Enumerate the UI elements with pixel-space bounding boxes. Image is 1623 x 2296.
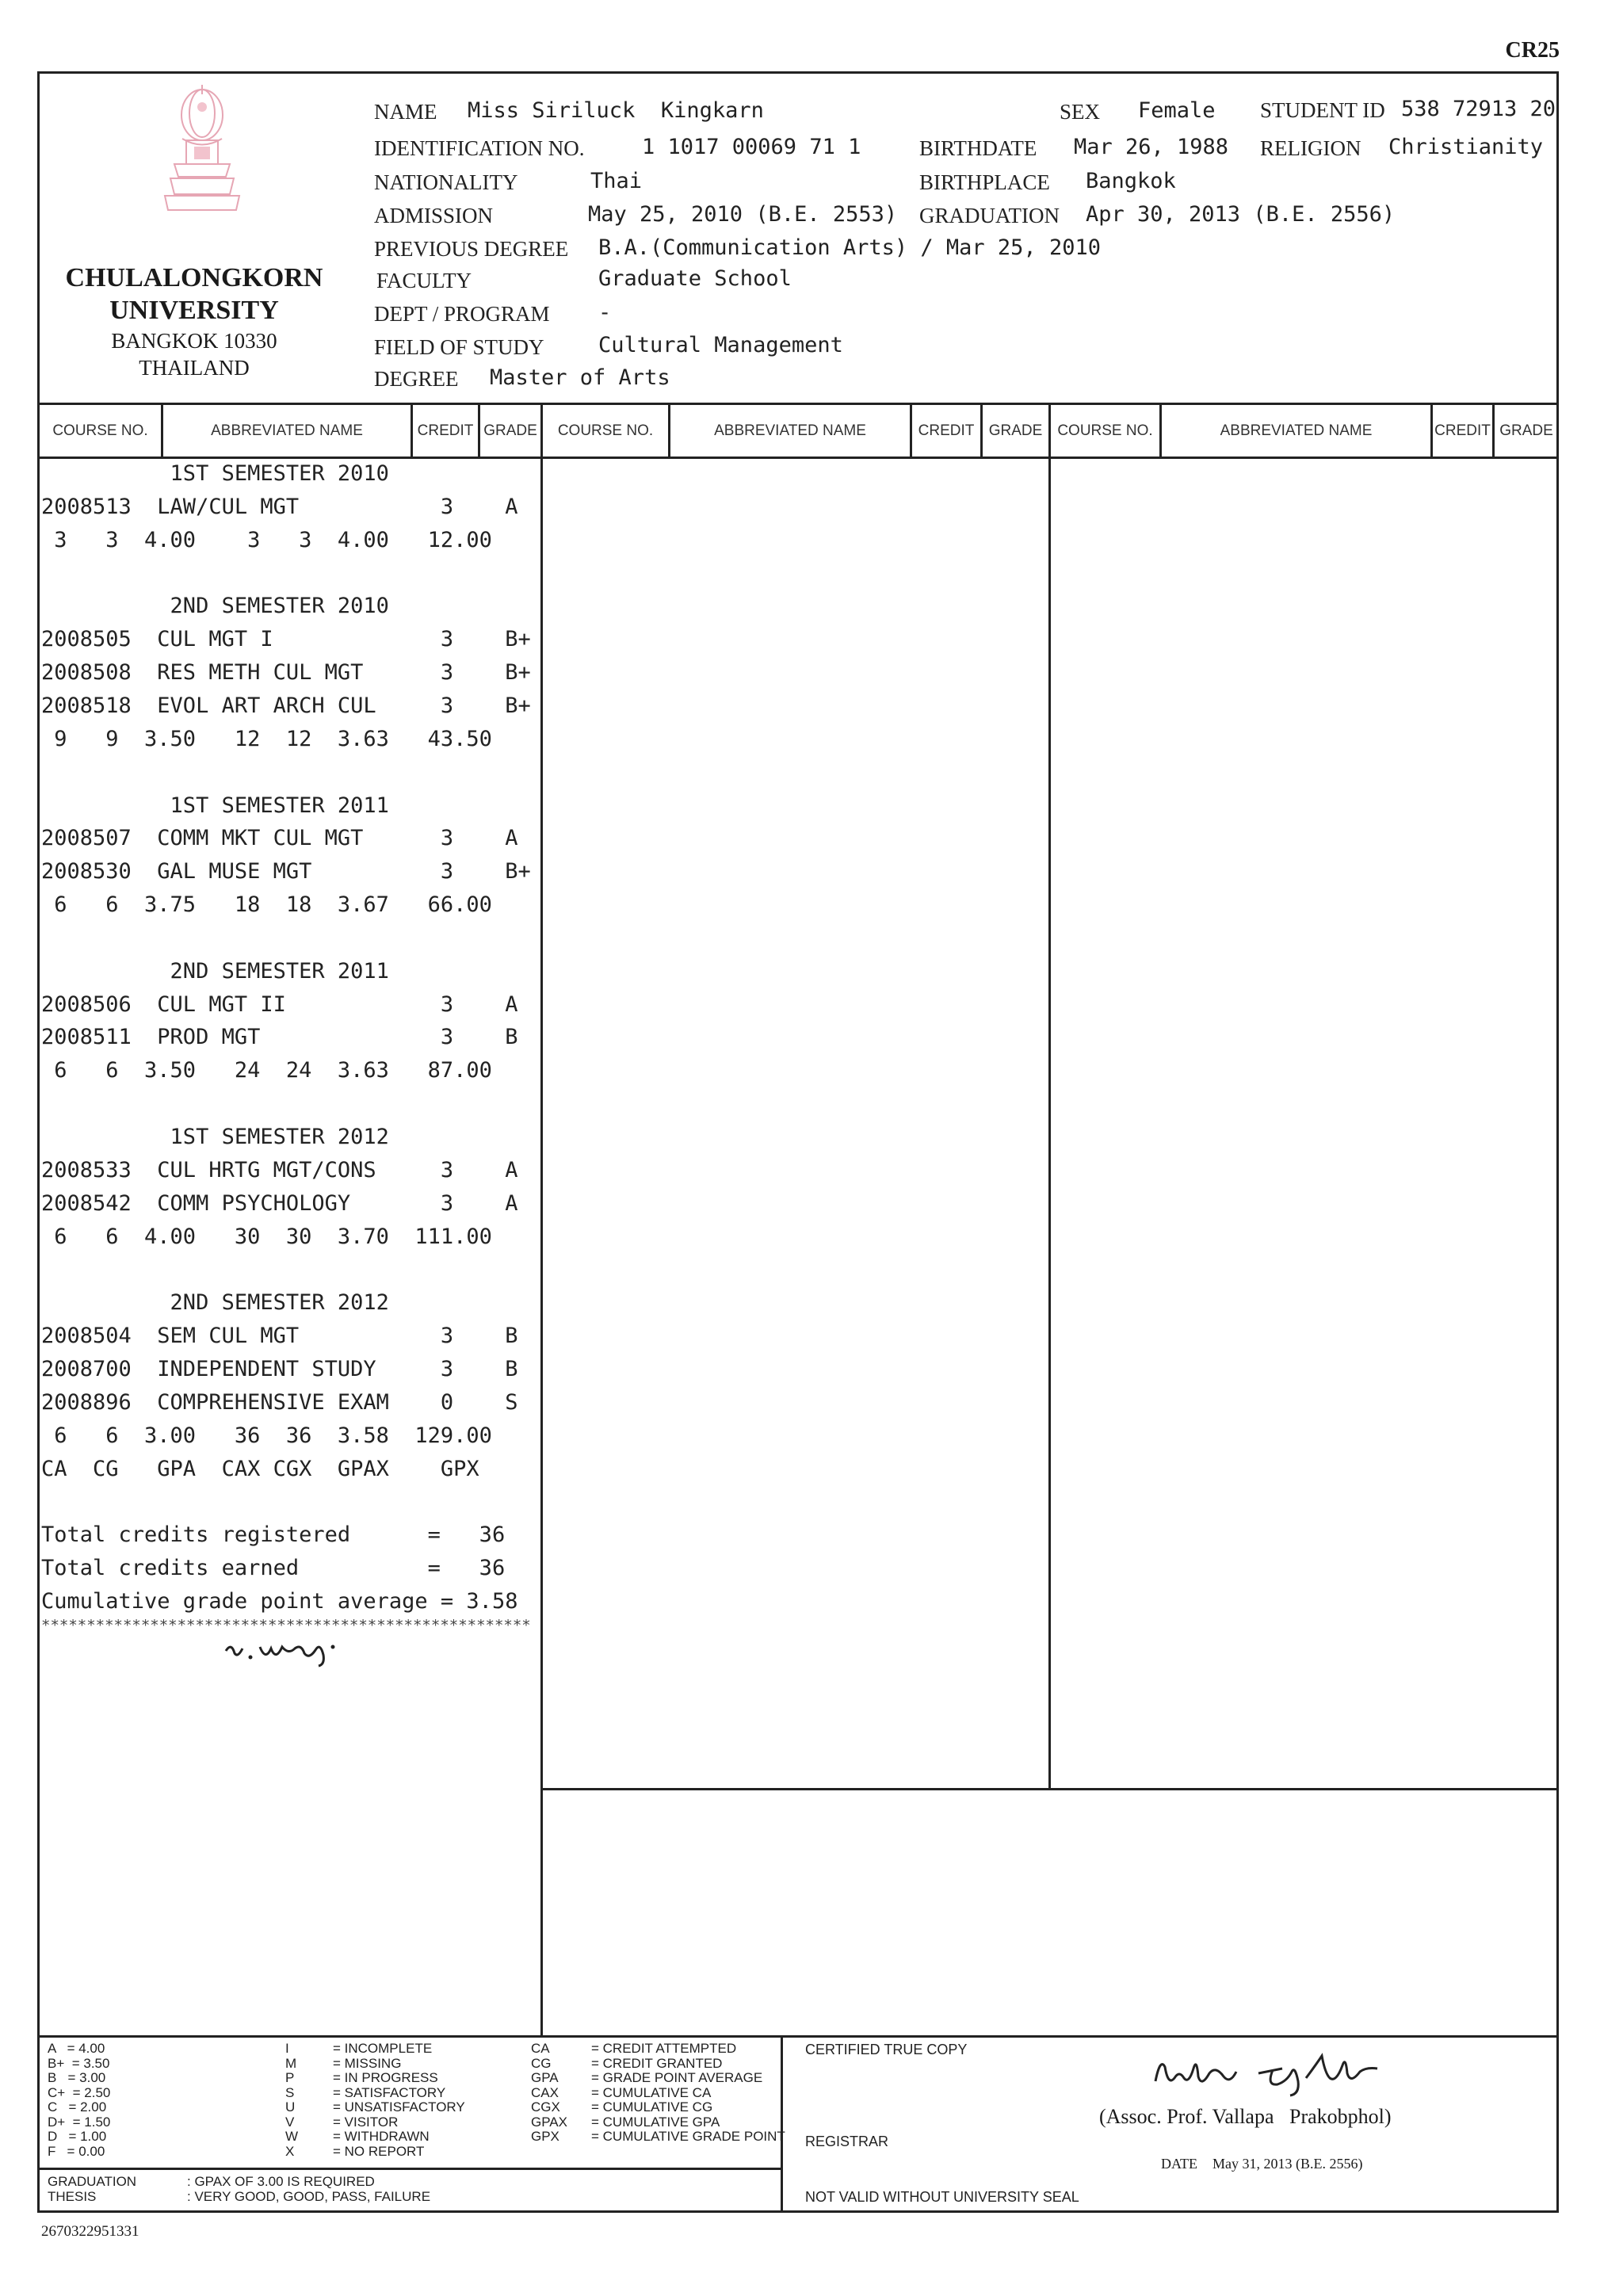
religion-label: RELIGION: [1260, 136, 1361, 160]
id-no-label: IDENTIFICATION NO.: [374, 136, 585, 160]
footer-divider: [37, 2035, 1559, 2038]
grade-scale-legend: A = 4.00 B+ = 3.50 B = 3.00 C+ = 2.50 C = 2.00 D+ = 1.50 D = 1.00 F = 0.00: [48, 2041, 111, 2159]
transcript-line: 6 6 3.50 24 24 3.63 87.00: [41, 1058, 492, 1083]
col-header-abbrev-name: ABBREVIATED NAME: [714, 422, 866, 439]
transcript-line: 2008506 CUL MGT II 3 A: [41, 991, 518, 1017]
handwritten-initials-icon: [222, 1631, 412, 1671]
transcript-line: 2008542 COMM PSYCHOLOGY 3 A: [41, 1190, 518, 1216]
previous-degree-label: PREVIOUS DEGREE: [374, 237, 569, 261]
col-line-main-2: [1048, 403, 1051, 1790]
col-header-grade: GRADE: [483, 422, 537, 439]
dept-label: DEPT / PROGRAM: [374, 302, 550, 326]
certification-date: May 31, 2013 (B.E. 2556): [1212, 2156, 1363, 2172]
previous-degree: B.A.(Communication Arts) / Mar 25, 2010: [598, 235, 1101, 260]
col-header-credit: CREDIT: [1434, 422, 1491, 439]
university-name-line1: CHULALONGKORN: [65, 263, 323, 292]
transcript-line: Total credits earned = 36: [41, 1556, 506, 1581]
birthplace: Bangkok: [1086, 169, 1176, 193]
status-meaning-legend: = INCOMPLETE = MISSING = IN PROGRESS = SATISFACTORY = UNSATISFACTORY = VISITOR = WITHDRAWN = NO REPORT: [333, 2041, 465, 2159]
form-code: CR25: [1505, 38, 1560, 63]
graduation-note-labels: GRADUATION THESIS: [48, 2174, 137, 2204]
student-name: Miss Siriluck Kingkarn: [468, 98, 764, 123]
sex-label: SEX: [1060, 100, 1101, 124]
date-label: DATE: [1161, 2156, 1197, 2172]
transcript-line: 2008513 LAW/CUL MGT 3 A: [41, 494, 518, 519]
faculty: Graduate School: [598, 266, 792, 291]
registrar-label: REGISTRAR: [805, 2134, 889, 2149]
col-header-grade: GRADE: [1499, 422, 1553, 439]
status-code-legend: I M P S U V W X: [285, 2041, 299, 2159]
transcript-line: 2008511 PROD MGT 3 B: [41, 1025, 518, 1050]
abbr-meaning-legend: = CREDIT ATTEMPTED = CREDIT GRANTED = GRADE POINT AVERAGE = CUMULATIVE CA = CUMULATIVE CG = CUMULATIVE GPA = CUMULATIVE GRADE POINT: [591, 2041, 785, 2144]
dept: -: [598, 300, 612, 325]
transcript-line: 2ND SEMESTER 2010: [41, 594, 389, 619]
university-address: [48, 327, 341, 381]
transcript-line: 2008507 COMM MKT CUL MGT 3 A: [41, 826, 518, 851]
signatory-name: (Assoc. Prof. Vallapa Prakobphol): [1099, 2105, 1392, 2128]
certified-true-copy: CERTIFIED TRUE COPY: [805, 2042, 968, 2057]
transcript-line: 1ST SEMESTER 2010: [41, 461, 389, 486]
transcript-line: 2008896 COMPREHENSIVE EXAM 0 S: [41, 1389, 518, 1415]
university-crest-icon: [151, 83, 254, 226]
degree: Master of Arts: [490, 365, 670, 390]
graduation-label: GRADUATION: [919, 204, 1060, 227]
birthplace-label: BIRTHPLACE: [919, 170, 1050, 194]
university-address-line2: THAILAND: [139, 356, 250, 380]
footer-note-divider: [37, 2168, 781, 2170]
transcript-line: 2008533 CUL HRTG MGT/CONS 3 A: [41, 1157, 518, 1182]
transcript-line: 2008508 RES METH CUL MGT 3 B+: [41, 660, 531, 686]
col-line-main-1: [540, 403, 543, 2037]
transcript-line: Total credits registered = 36: [41, 1522, 506, 1548]
transcript-line: Cumulative grade point average = 3.58: [41, 1588, 518, 1614]
transcript-line: CA CG GPA CAX CGX GPAX GPX: [41, 1456, 479, 1481]
transcript-line: 2ND SEMESTER 2012: [41, 1290, 389, 1316]
admission-label: ADMISSION: [374, 204, 494, 227]
field-of-study: Cultural Management: [598, 333, 843, 357]
header-divider: [37, 403, 1559, 405]
col-header-abbrev-name: ABBREVIATED NAME: [1220, 422, 1373, 439]
transcript-line: 2008518 EVOL ART ARCH CUL 3 B+: [41, 693, 531, 718]
transcript-line: 2008530 GAL MUSE MGT 3 B+: [41, 859, 531, 884]
student-id: 538 72913 20: [1401, 97, 1556, 121]
col-header-course-no: COURSE NO.: [557, 422, 654, 439]
transcript-line: 9 9 3.50 12 12 3.63 43.50: [41, 726, 492, 751]
col-header-credit: CREDIT: [417, 422, 474, 439]
transcript-line: 1ST SEMESTER 2011: [41, 793, 389, 818]
transcript-line: 6 6 3.00 36 36 3.58 129.00: [41, 1423, 492, 1448]
nationality-label: NATIONALITY: [374, 170, 518, 194]
transcript-line: 6 6 3.75 18 18 3.67 66.00: [41, 892, 492, 918]
transcript-line: 2008504 SEM CUL MGT 3 B: [41, 1324, 518, 1349]
name-label: NAME: [374, 100, 437, 124]
col-header-course-no: COURSE NO.: [52, 422, 148, 439]
birthdate-label: BIRTHDATE: [919, 136, 1037, 160]
transcript-line: 2ND SEMESTER 2011: [41, 958, 389, 984]
student-sex: Female: [1138, 98, 1216, 123]
not-valid-notice: NOT VALID WITHOUT UNIVERSITY SEAL: [805, 2189, 1079, 2205]
nationality: Thai: [590, 169, 643, 193]
degree-label: DEGREE: [374, 367, 459, 391]
registrar-signature-icon: [1148, 2050, 1401, 2097]
serial-number: 2670322951331: [41, 2223, 139, 2240]
birthdate: Mar 26, 1988: [1074, 135, 1229, 159]
admission: May 25, 2010 (B.E. 2553): [588, 202, 898, 227]
graduation-note-texts: : GPAX OF 3.00 IS REQUIRED : VERY GOOD, GOOD, PASS, FAILURE: [187, 2174, 431, 2204]
end-of-record-stars: ******************************************************: [41, 1617, 531, 1634]
column-header-divider: [37, 457, 1559, 459]
transcript-line: 6 6 4.00 30 30 3.70 111.00: [41, 1224, 492, 1249]
religion: Christianity: [1388, 135, 1544, 159]
field-label: FIELD OF STUDY: [374, 335, 544, 359]
transcript-line: 3 3 4.00 3 3 4.00 12.00: [41, 527, 492, 552]
col-header-credit: CREDIT: [918, 422, 975, 439]
university-address-line1: BANGKOK 10330: [111, 329, 277, 353]
university-name-line2: UNIVERSITY: [109, 296, 279, 325]
id-no: 1 1017 00069 71 1: [642, 135, 861, 159]
col-header-abbrev-name: ABBREVIATED NAME: [211, 422, 363, 439]
col-header-grade: GRADE: [988, 422, 1043, 439]
transcript-line: 2008505 CUL MGT I 3 B+: [41, 627, 531, 652]
faculty-label: FACULTY: [376, 269, 472, 292]
graduation: Apr 30, 2013 (B.E. 2556): [1086, 202, 1396, 227]
transcript-line: 2008700 INDEPENDENT STUDY 3 B: [41, 1356, 518, 1381]
university-name: [48, 262, 341, 327]
transcript-line: 1ST SEMESTER 2012: [41, 1125, 389, 1149]
student-id-label: STUDENT ID: [1260, 98, 1385, 122]
abbr-code-legend: CA CG GPA CAX CGX GPAX GPX: [531, 2041, 567, 2144]
col-header-course-no: COURSE NO.: [1057, 422, 1153, 439]
